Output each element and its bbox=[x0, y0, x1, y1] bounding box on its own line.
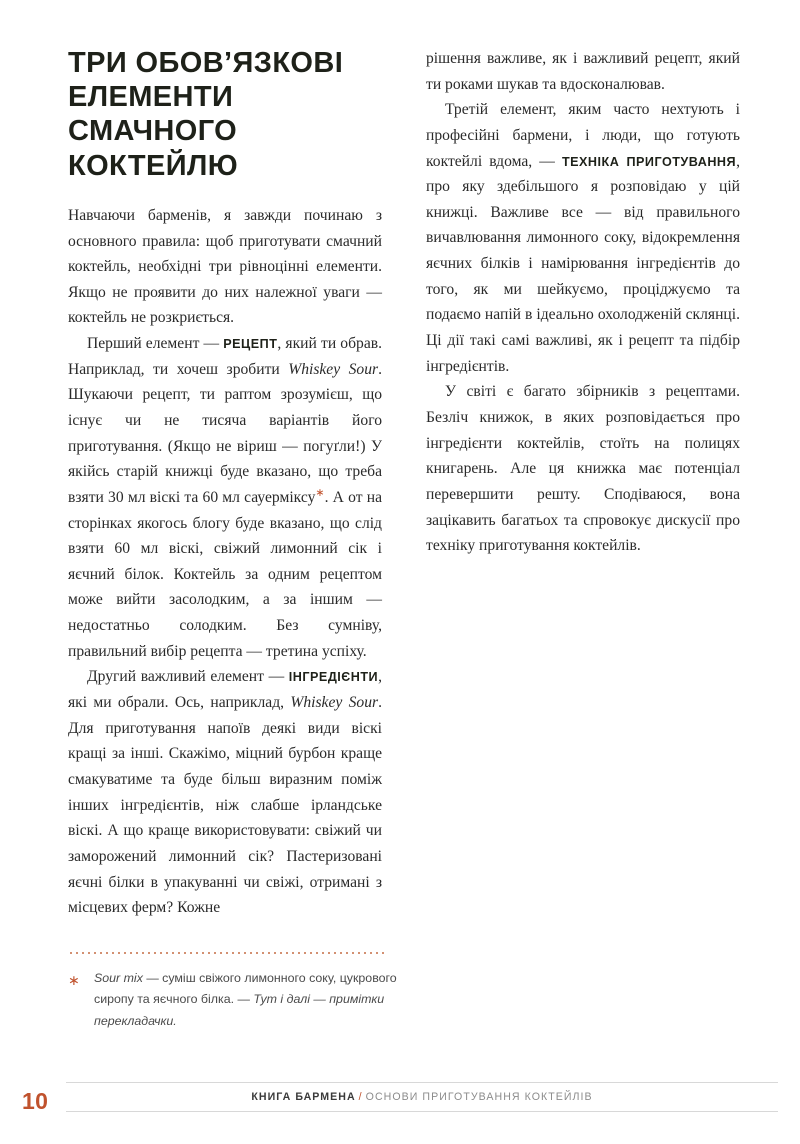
paragraph-continuation bbox=[426, 46, 740, 97]
right-column bbox=[426, 46, 740, 936]
footnote-attribution: Тут і далі — примітки перекладачки. bbox=[94, 992, 385, 1028]
paragraph-technique bbox=[426, 97, 740, 379]
footer-center bbox=[66, 1083, 778, 1111]
footnote-text bbox=[94, 968, 398, 1032]
paragraph-ingredients bbox=[68, 664, 382, 920]
page-footer bbox=[0, 1082, 800, 1128]
page-number: 10 bbox=[22, 1088, 49, 1114]
chapter-title: ТРИ ОБОВ’ЯЗКОВІ ЕЛЕМЕНТИ СМАЧНОГО КОКТЕЙЛЮ bbox=[68, 47, 344, 182]
two-column-layout bbox=[68, 46, 740, 936]
paragraph-ingredients-lead: Другий важливий елемент — bbox=[87, 668, 289, 686]
running-head-subtitle: ОСНОВИ ПРИГОТУВАННЯ КОКТЕЙЛІВ bbox=[365, 1091, 593, 1103]
footnote-row bbox=[68, 968, 398, 1032]
paragraph-recipe-lead: Перший елемент — bbox=[87, 335, 224, 353]
paragraph-recipe-mid-a: , який ти обрав. Наприклад, ти хочеш зробити bbox=[68, 335, 383, 378]
emphasis-ingredients: ІНГРЕДІЄНТИ bbox=[288, 670, 379, 685]
running-head-separator: / bbox=[358, 1091, 363, 1103]
left-column bbox=[68, 46, 382, 936]
footnote-marker-icon: ∗ bbox=[68, 972, 80, 988]
paragraph-ingredients-mid-a: , які ми обрали. Ось, наприклад, bbox=[68, 668, 382, 712]
paragraph-recipe-mid-b: . Шукаючи рецепт, ти раптом зрозумієш, що існує чи не тисяча варіантів його приготування. (Якщо не віриш — погуґли!) У якійсь старій книжці буде вказано, що треба взяти 30 мл віскі та 60 мл сауерміксу bbox=[68, 360, 382, 506]
running-head-book-title: КНИГА БАРМЕНА bbox=[251, 1091, 356, 1103]
footnote-term: Sour mix bbox=[94, 971, 143, 985]
emphasis-recipe: РЕЦЕПТ bbox=[223, 337, 278, 352]
paragraph-closing-text: У світі є багато збірників з рецептами. Безліч книжок, в яких розповідається про інгредієнти коктейлів, стоїть на полицях книгарень. Але ця книжка має потенціал перевершити решту. Сподіваюся, вона зацікавить багатьох та спровокує дискусії про техніку приготування коктейлів. bbox=[426, 383, 740, 555]
paragraph-recipe bbox=[68, 331, 382, 664]
footnote-divider bbox=[68, 952, 386, 954]
emphasis-technique: ТЕХНІКА ПРИГОТУВАННЯ bbox=[561, 154, 737, 169]
paragraph-technique-mid-a: , про яку здебільшого я розповідаю у цій книжці. Важливе все — від правильного вичавлювання лимонного соку, відокремлення яєчних білків і намірювання інгредієнтів до того, як ми шейкуємо, проціджуємо та подаємо напій в ідеально охолодженій склянці. Ці дії такі самі важливі, як і рецепт та підбір інгредієнтів. bbox=[426, 152, 740, 375]
footnote-block bbox=[68, 952, 398, 1032]
drink-name-whiskey-sour-1: Whiskey Sour bbox=[288, 360, 379, 378]
running-head bbox=[251, 1091, 592, 1103]
paragraph-recipe-tail: . А от на сторінках якогось блогу буде вказано, що слід взяти 60 мл віскі, свіжий лимонний сік і яєчний білок. Коктейль за одним рецептом може вийти засолодким, а за іншим — недостатньо солодким. Без сумніву, правильний вибір рецепта — третина успіху. bbox=[68, 488, 383, 660]
drink-name-whiskey-sour-2: Whiskey Sour bbox=[290, 694, 379, 712]
footnote-reference-marker[interactable]: ∗ bbox=[315, 486, 325, 499]
paragraph-intro bbox=[68, 203, 382, 331]
footer-rules bbox=[66, 1082, 778, 1112]
paragraph-intro-text: Навчаючи барменів, я завжди починаю з основного правила: щоб приготувати смачний коктейль, необхідні три рівноцінні елементи. Якщо не проявити до них належної уваги — коктейль не розкриється. bbox=[68, 206, 382, 327]
footer-rule-bottom bbox=[66, 1111, 778, 1112]
paragraph-ingredients-mid-b: . Для приготування напоїв деякі види віскі кращі за інші. Скажімо, міцний бурбон краще смакуватиме та буде більш виразним поміж інших інгредієнтів, ніж слабше ірландське віскі. А що краще використовувати: свіжий чи заморожений лимонний сік? Пастеризовані яєчні білки в упакуванні чи свіжі, отримані з місцевих ферм? Кожне bbox=[68, 694, 382, 917]
paragraph-continuation-text: рішення важливе, як і важливий рецепт, який ти роками шукав та вдосконалював. bbox=[426, 50, 740, 93]
paragraph-closing bbox=[426, 379, 740, 558]
paragraph-technique-lead: Третій елемент, яким часто нехтують і професійні бармени, і люди, що готують коктейлі вдома, — bbox=[426, 101, 740, 170]
footnote-definition: — суміш свіжого лимонного соку, цукрового сиропу та яєчного білка. — bbox=[94, 971, 397, 1007]
